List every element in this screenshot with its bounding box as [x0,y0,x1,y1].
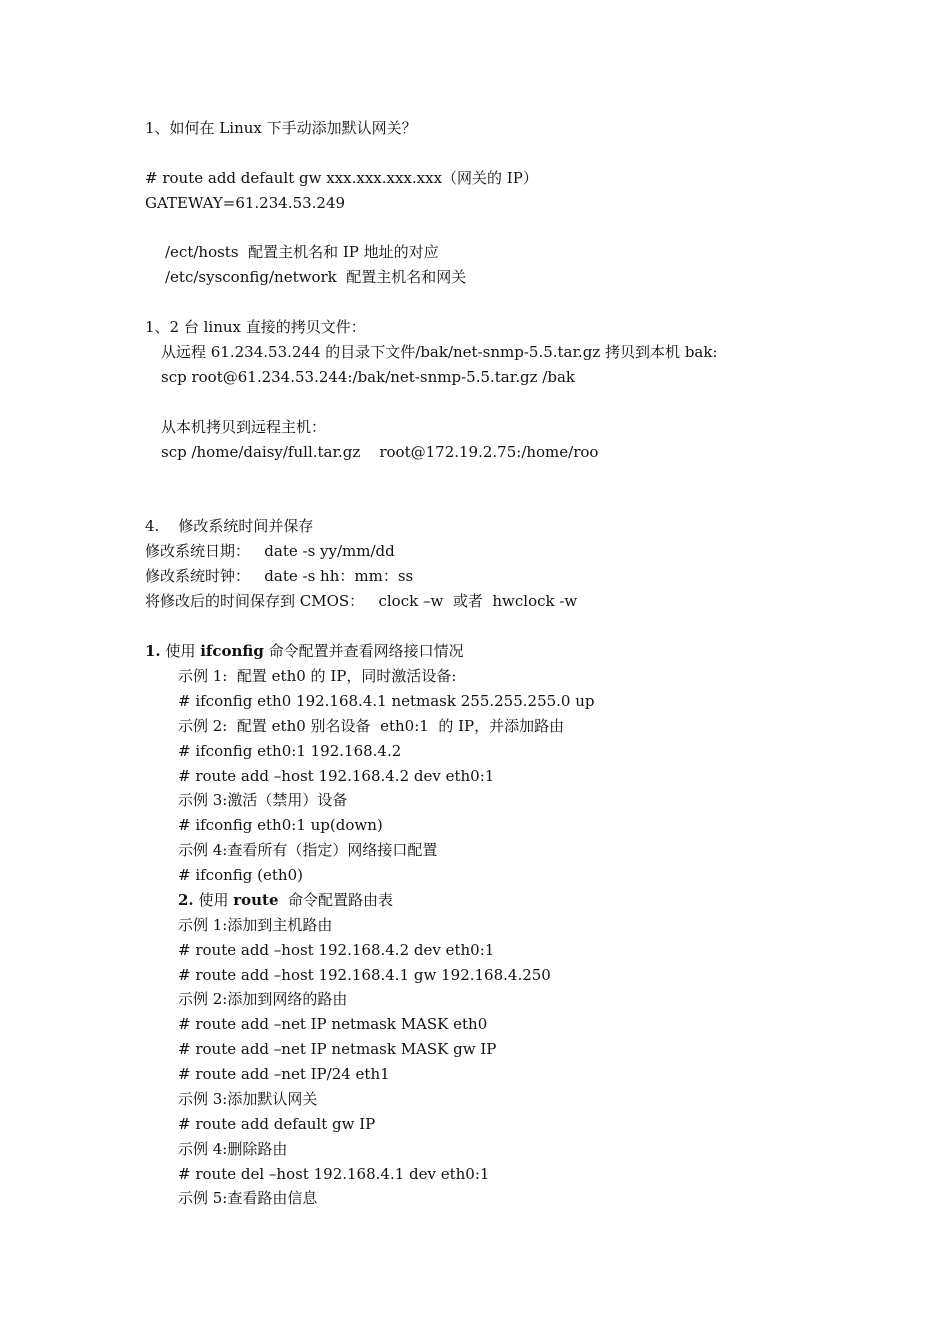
hosts-config-line: /ect/hosts 配置主机名和 IP 地址的对应 [165,243,439,261]
gateway-title: 1、如何在 Linux 下手动添加默认网关？ [145,119,417,137]
gateway-config: GATEWAY=61.234.53.249 [145,194,346,212]
scp-title: 1、2 台 linux 直接的拷贝文件： [145,318,366,336]
gateway-command: # route add default gw xxx.xxx.xxx.xxx（网关的 IP） [145,169,538,187]
route-line: # route add –net IP netmask MASK eth0 [178,1015,488,1033]
clock-command-line: 修改系统时钟： date -s hh：mm：ss [145,567,414,585]
ifconfig-heading-post: 命令配置并查看网络接口情况 [263,642,464,660]
route-line: 示例 1:添加到主机路由 [178,916,333,934]
ifconfig-heading-keyword: ifconfig [200,642,264,660]
scp-local-command: scp /home/daisy/full.tar.gz root@172.19.2.75:/home/roo [161,443,599,461]
route-line: # route del –host 192.168.4.1 dev eth0:1 [178,1165,490,1183]
route-line: 示例 4:删除路由 [178,1140,288,1158]
scp-remote-description: 从远程 61.234.53.244 的目录下文件/bak/net-snmp-5.5.tar.gz 拷贝到本机 bak: [161,343,718,361]
ifconfig-line: 示例 3:激活（禁用）设备 [178,791,348,809]
route-heading-number: 2. [178,891,194,909]
route-line: # route add –host 192.168.4.1 gw 192.168.4.250 [178,966,551,984]
ifconfig-line: # ifconfig (eth0) [178,866,303,884]
network-config-line: /etc/sysconfig/network 配置主机名和网关 [165,268,467,286]
route-line: 示例 5:查看路由信息 [178,1189,318,1207]
route-heading [178,890,393,910]
ifconfig-line: 示例 1: 配置 eth0 的 IP，同时激活设备: [178,667,457,685]
route-line: # route add default gw IP [178,1115,376,1133]
route-heading-pre: 使用 [193,891,234,909]
ifconfig-heading [145,641,464,661]
route-line: # route add –host 192.168.4.2 dev eth0:1 [178,941,495,959]
route-heading-post: 命令配置路由表 [278,891,394,909]
ifconfig-line: 示例 4:查看所有（指定）网络接口配置 [178,841,438,859]
ifconfig-line: # route add –host 192.168.4.2 dev eth0:1 [178,767,495,785]
route-line: # route add –net IP netmask MASK gw IP [178,1040,497,1058]
cmos-command-line: 将修改后的时间保存到 CMOS： clock –w 或者 hwclock -w [145,592,578,610]
time-title: 4. 修改系统时间并保存 [145,517,314,535]
route-line: 示例 2:添加到网络的路由 [178,990,348,1008]
scp-remote-command: scp root@61.234.53.244:/bak/net-snmp-5.5.tar.gz /bak [161,368,575,386]
ifconfig-heading-number: 1. [145,642,161,660]
ifconfig-line: # ifconfig eth0:1 up(down) [178,816,383,834]
ifconfig-line: # ifconfig eth0:1 192.168.4.2 [178,742,402,760]
ifconfig-line: # ifconfig eth0 192.168.4.1 netmask 255.255.255.0 up [178,692,595,710]
route-line: 示例 3:添加默认网关 [178,1090,318,1108]
route-line: # route add –net IP/24 eth1 [178,1065,390,1083]
route-heading-keyword: route [233,891,279,909]
scp-local-description: 从本机拷贝到远程主机： [161,418,327,436]
date-command-line: 修改系统日期： date -s yy/mm/dd [145,542,395,560]
ifconfig-line: 示例 2: 配置 eth0 别名设备 eth0:1 的 IP，并添加路由 [178,717,565,735]
ifconfig-heading-pre: 使用 [160,642,201,660]
